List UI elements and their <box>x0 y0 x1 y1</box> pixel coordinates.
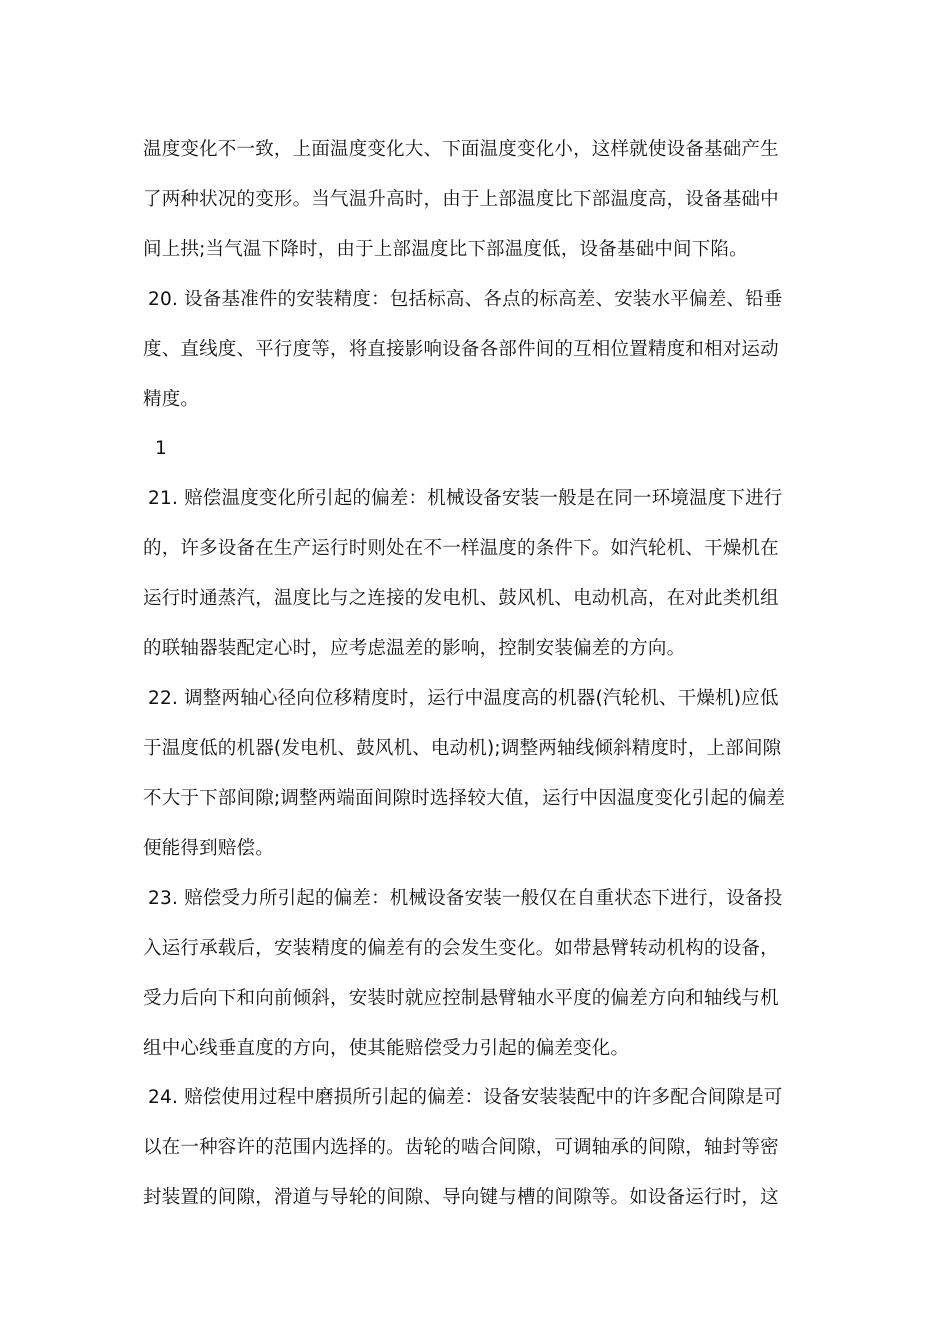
text-line: 便能得到赔偿。 <box>143 838 274 859</box>
text-line: 组中心线垂直度的方向，使其能赔偿受力引起的偏差变化。 <box>143 1038 630 1059</box>
text-line: 度、直线度、平行度等，将直接影响设备各部件间的互相位置精度和相对运动 <box>143 339 779 360</box>
text-line: 运行时通蒸汽，温度比与之连接的发电机、鼓风机、电动机高，在对此类机组 <box>143 588 779 609</box>
text-line: 封装置的间隙，滑道与导轮的间隙、导向键与槽的间隙等。如设备运行时，这 <box>143 1187 779 1208</box>
text-line: 不大于下部间隙;调整两端面间隙时选择较大值，运行中因温度变化引起的偏差 <box>143 788 786 809</box>
page-number: 1 <box>155 438 167 459</box>
text-line: 入运行承载后，安装精度的偏差有的会发生变化。如带悬臂转动机构的设备， <box>143 938 779 959</box>
text-line: 以在一种容许的范围内选择的。齿轮的啮合间隙，可调轴承的间隙，轴封等密 <box>143 1137 779 1158</box>
text-line: 精度。 <box>143 389 200 410</box>
text-line: 了两种状况的变形。当气温升高时，由于上部温度比下部温度高，设备基础中 <box>143 189 779 210</box>
paragraph-23-start: 23. 赔偿受力所引起的偏差：机械设备安装一般仅在自重状态下进行，设备投 <box>148 888 783 909</box>
text-line: 于温度低的机器(发电机、鼓风机、电动机);调整两轴线倾斜精度时，上部间隙 <box>143 738 782 759</box>
text-line: 间上拱;当气温下降时，由于上部温度比下部温度低，设备基础中间下陷。 <box>143 239 748 260</box>
text-line: 受力后向下和向前倾斜，安装时就应控制悬臂轴水平度的偏差方向和轴线与机 <box>143 988 779 1009</box>
text-line: 的，许多设备在生产运行时则处在不一样温度的条件下。如汽轮机、干燥机在 <box>143 538 779 559</box>
paragraph-20-start: 20. 设备基准件的安装精度：包括标高、各点的标高差、安装水平偏差、铅垂 <box>148 289 783 310</box>
text-line: 温度变化不一致，上面温度变化大、下面温度变化小，这样就使设备基础产生 <box>143 139 779 160</box>
paragraph-21-start: 21. 赔偿温度变化所引起的偏差：机械设备安装一般是在同一环境温度下进行 <box>148 488 783 509</box>
text-line: 的联轴器装配定心时，应考虑温差的影响，控制安装偏差的方向。 <box>143 638 686 659</box>
paragraph-24-start: 24. 赔偿使用过程中磨损所引起的偏差：设备安装装配中的许多配合间隙是可 <box>148 1087 783 1108</box>
paragraph-22-start: 22. 调整两轴心径向位移精度时，运行中温度高的机器(汽轮机、干燥机)应低 <box>148 688 779 709</box>
